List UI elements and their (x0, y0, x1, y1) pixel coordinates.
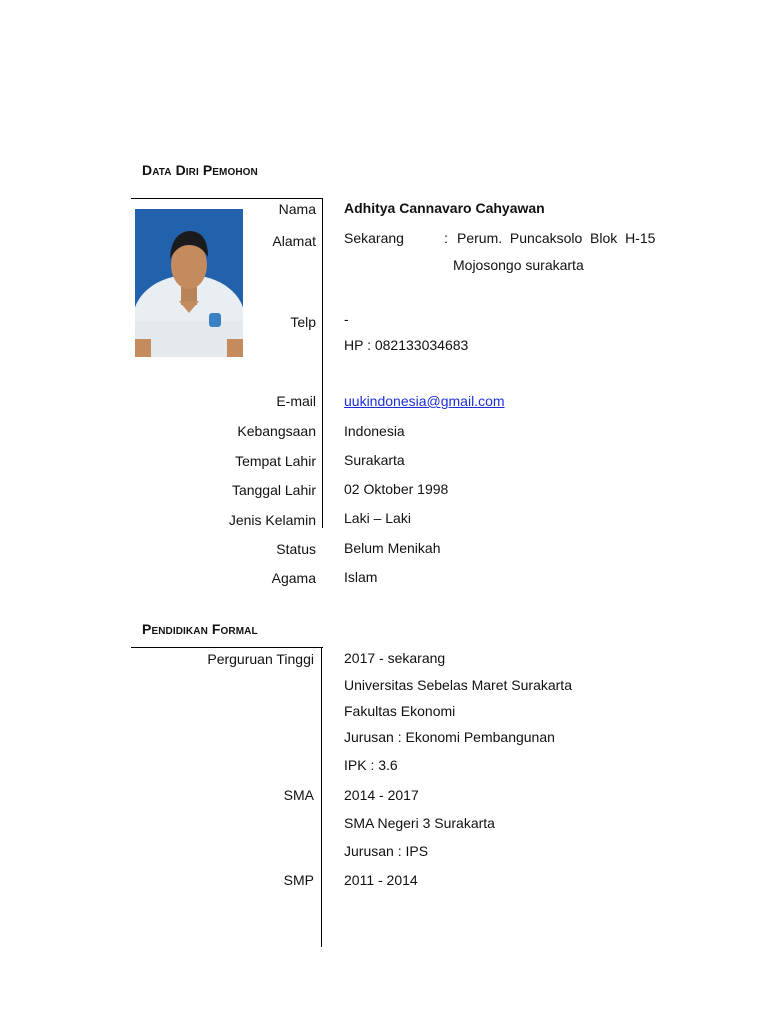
sma-years: 2014 - 2017 (344, 787, 419, 803)
section-title-education: Pendidikan Formal (142, 621, 258, 637)
pt-school: Universitas Sebelas Maret Surakarta (344, 677, 572, 693)
kebangsaan-value: Indonesia (344, 423, 405, 439)
nama-value: Adhitya Cannavaro Cahyawan (344, 200, 545, 216)
smp-years: 2011 - 2014 (344, 872, 418, 888)
alamat-colon: : (444, 230, 448, 246)
hp-value: HP : 082133034683 (344, 337, 469, 353)
education-vertical-rule (321, 647, 322, 947)
smp-label: SMP (283, 872, 314, 888)
pt-label: Perguruan Tinggi (207, 651, 314, 667)
sma-major: Jurusan : IPS (344, 843, 429, 859)
tempat-lahir-label: Tempat Lahir (235, 453, 316, 469)
status-value: Belum Menikah (344, 540, 441, 556)
email-label: E-mail (276, 393, 316, 409)
pt-years: 2017 - sekarang (344, 650, 446, 666)
pt-gpa: IPK : 3.6 (344, 757, 398, 773)
alamat-label: Alamat (272, 233, 316, 249)
alamat-sub-label: Sekarang (344, 230, 404, 246)
agama-value: Islam (344, 569, 378, 585)
personal-top-rule (131, 198, 323, 199)
personal-vertical-rule (322, 198, 323, 528)
jenis-kelamin-label: Jenis Kelamin (228, 512, 316, 528)
telp-label: Telp (290, 314, 316, 330)
tanggal-lahir-label: Tanggal Lahir (231, 482, 316, 498)
email-link[interactable]: uukindonesia@gmail.com (344, 393, 505, 409)
jenis-kelamin-value: Laki – Laki (344, 510, 411, 526)
pt-faculty: Fakultas Ekonomi (344, 703, 456, 719)
section-title-personal: Data Diri Pemohon (142, 162, 258, 178)
alamat-line2: Mojosongo surakarta (453, 257, 584, 273)
tanggal-lahir-value: 02 Oktober 1998 (344, 481, 449, 497)
kebangsaan-label: Kebangsaan (237, 423, 316, 439)
telp-value: - (344, 311, 349, 327)
status-label: Status (276, 541, 316, 557)
nama-label: Nama (278, 201, 316, 217)
sma-label: SMA (283, 787, 314, 803)
alamat-line1: Perum. Puncaksolo Blok H-15 (457, 230, 656, 246)
agama-label: Agama (271, 570, 316, 586)
pt-major: Jurusan : Ekonomi Pembangunan (344, 729, 555, 745)
tempat-lahir-value: Surakarta (344, 452, 405, 468)
education-top-rule (131, 647, 323, 648)
sma-school: SMA Negeri 3 Surakarta (344, 815, 495, 831)
